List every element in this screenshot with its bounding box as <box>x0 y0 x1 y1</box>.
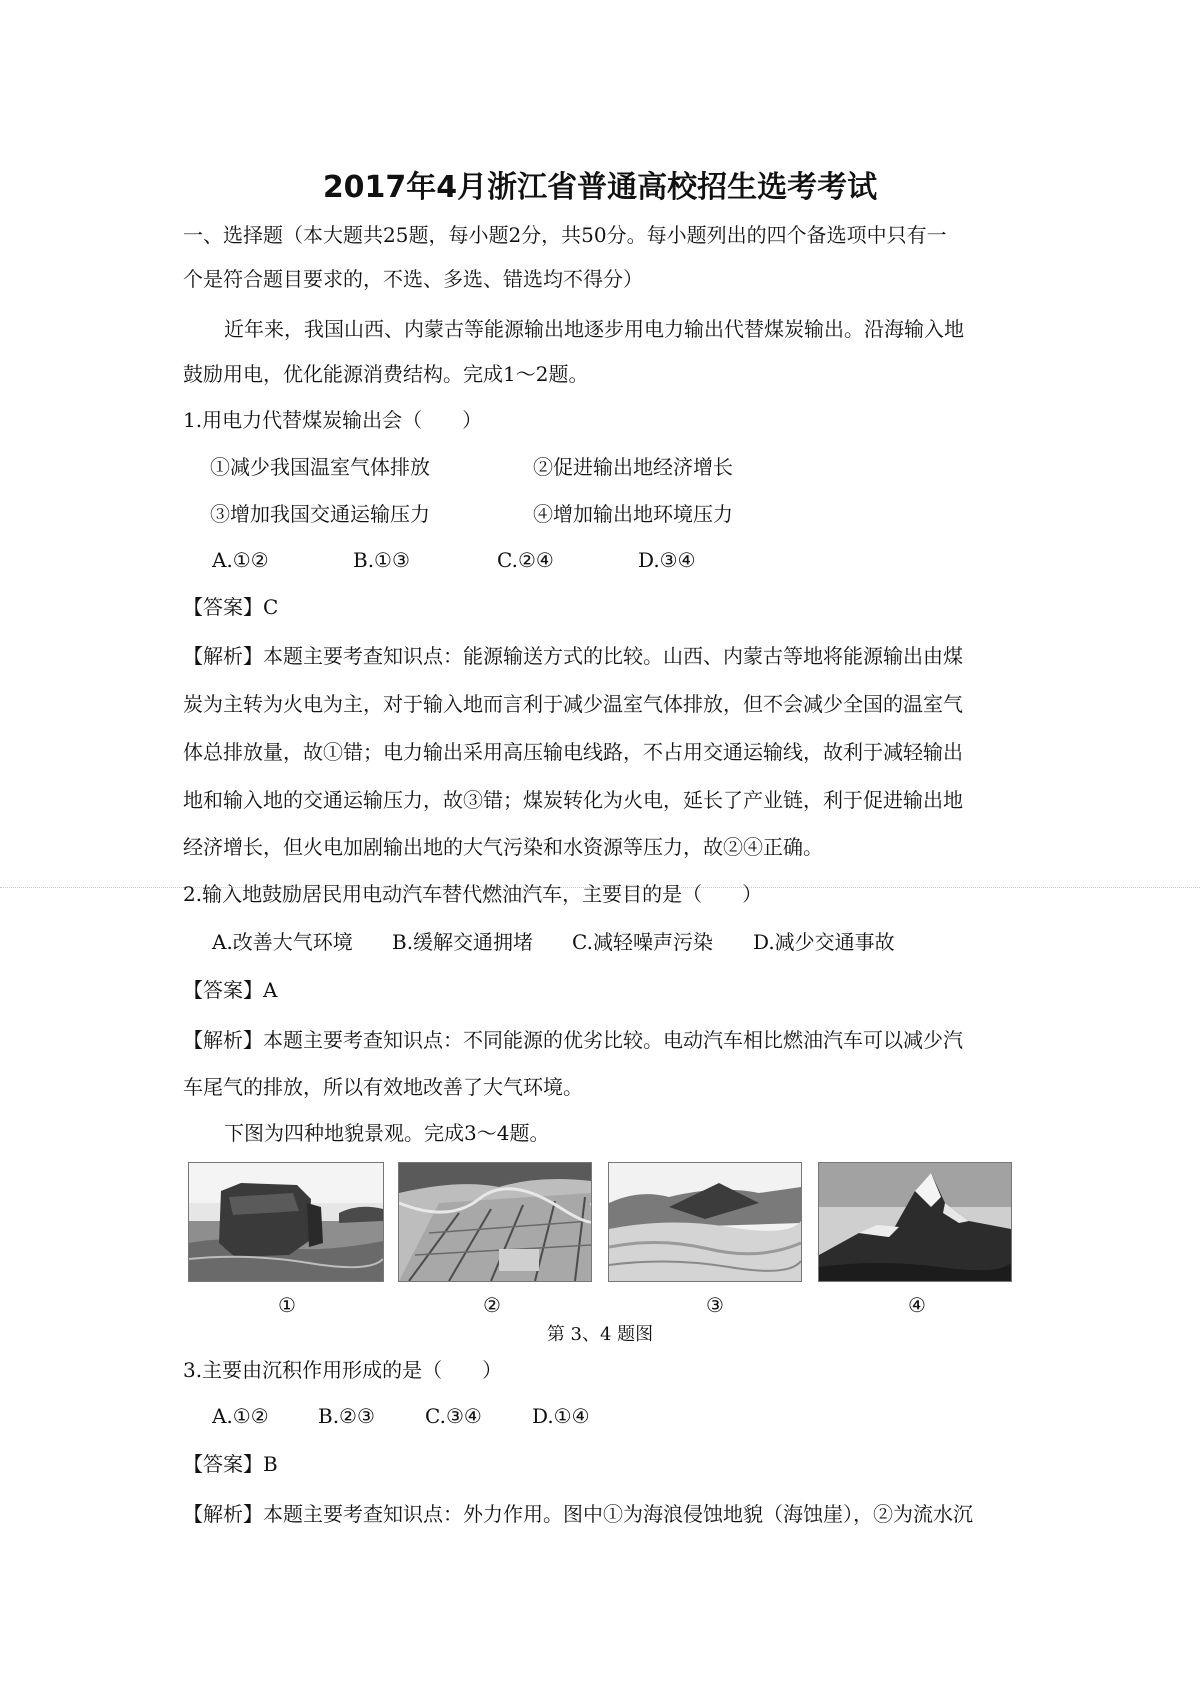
question-1-item-4: ④增加输出地环境压力 <box>533 502 733 526</box>
figure-label-2: ② <box>483 1293 501 1317</box>
question-2-analysis-line: 【解析】本题主要考查知识点：不同能源的优劣比较。电动汽车相比燃油汽车可以减少汽 <box>183 1028 963 1052</box>
question-2-analysis-line: 车尾气的排放，所以有效地改善了大气环境。 <box>183 1075 583 1099</box>
question-1-option-c: C.②④ <box>497 548 554 572</box>
question-1-stem: 1.用电力代替煤炭输出会（ ） <box>183 408 483 432</box>
page-title: 2017年4月浙江省普通高校招生选考考试 <box>322 170 878 205</box>
figure-label-1: ① <box>278 1293 296 1317</box>
question-3-analysis-line: 【解析】本题主要考查知识点：外力作用。图中①为海浪侵蚀地貌（海蚀崖），②为流水沉 <box>183 1502 973 1526</box>
question-1-option-b: B.①③ <box>353 548 410 572</box>
question-1-item-2: ②促进输出地经济增长 <box>533 455 733 479</box>
question-2-answer: 【答案】A <box>183 978 278 1002</box>
question-1-analysis-line: 炭为主转为火电为主，对于输入地而言利于减少温室气体排放，但不会减少全国的温室气 <box>183 692 963 716</box>
question-3-answer: 【答案】B <box>183 1452 278 1476</box>
question-1-analysis-line: 体总排放量，故①错；电力输出采用高压输电线路，不占用交通运输线，故利于减轻输出 <box>183 740 963 764</box>
section-heading-line-2: 个是符合题目要求的，不选、多选、错选均不得分） <box>183 267 643 291</box>
question-2-option-a: A.改善大气环境 <box>212 930 353 954</box>
landform-photo-1 <box>188 1162 384 1282</box>
question-2-option-d: D.减少交通事故 <box>753 930 895 954</box>
intro-1-line-1: 近年来，我国山西、内蒙古等能源输出地逐步用电力输出代替煤炭输出。沿海输入地 <box>224 317 964 341</box>
landform-photo-2 <box>398 1162 592 1282</box>
question-1-item-1: ①减少我国温室气体排放 <box>210 455 430 479</box>
question-2-option-c: C.减轻噪声污染 <box>572 930 713 954</box>
question-3-option-c: C.③④ <box>425 1404 482 1428</box>
landform-photo-4 <box>818 1162 1012 1282</box>
intro-2: 下图为四种地貌景观。完成3～4题。 <box>224 1121 550 1145</box>
question-3-option-b: B.②③ <box>318 1404 375 1428</box>
question-1-analysis-line: 经济增长，但火电加剧输出地的大气污染和水资源等压力，故②④正确。 <box>183 835 823 859</box>
question-2-option-b: B.缓解交通拥堵 <box>392 930 534 954</box>
question-1-item-3: ③增加我国交通运输压力 <box>210 502 430 526</box>
landform-photo-3 <box>608 1162 802 1282</box>
figure-label-4: ④ <box>908 1293 926 1317</box>
question-1-answer: 【答案】C <box>183 595 279 619</box>
question-1-option-a: A.①② <box>212 548 269 572</box>
question-3-stem: 3.主要由沉积作用形成的是（ ） <box>183 1358 503 1382</box>
question-1-analysis-line: 【解析】本题主要考查知识点：能源输送方式的比较。山西、内蒙古等地将能源输出由煤 <box>183 644 963 668</box>
question-3-option-a: A.①② <box>212 1404 269 1428</box>
question-1-analysis-line: 地和输入地的交通运输压力，故③错；煤炭转化为火电，延长了产业链，利于促进输出地 <box>183 788 963 812</box>
section-heading-line-1: 一、选择题（本大题共25题，每小题2分，共50分。每小题列出的四个备选项中只有一 <box>183 223 947 247</box>
figure-caption: 第 3、4 题图 <box>546 1324 654 1345</box>
figure-label-3: ③ <box>706 1293 724 1317</box>
intro-1-line-2: 鼓励用电，优化能源消费结构。完成1～2题。 <box>183 362 589 386</box>
question-3-option-d: D.①④ <box>532 1404 590 1428</box>
question-1-option-d: D.③④ <box>638 548 696 572</box>
question-2-stem: 2.输入地鼓励居民用电动汽车替代燃油汽车，主要目的是（ ） <box>183 882 763 906</box>
